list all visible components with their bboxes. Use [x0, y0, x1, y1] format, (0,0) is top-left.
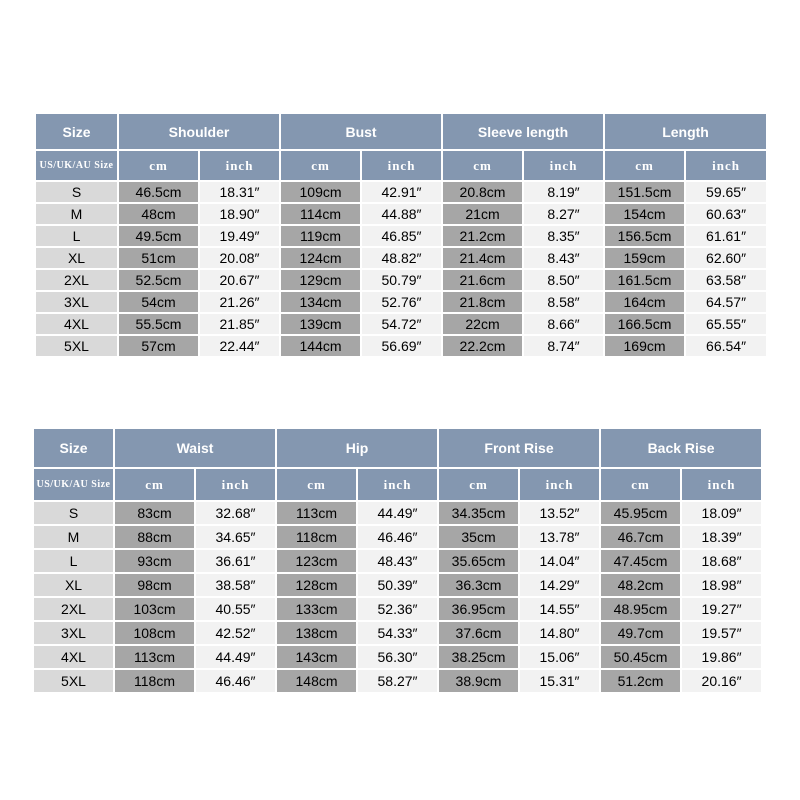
cm-value-cell: 35cm: [439, 526, 518, 548]
inch-value-cell: 21.85″: [200, 314, 279, 334]
cm-value-cell: 22.2cm: [443, 336, 522, 356]
cm-value-cell: 48.2cm: [601, 574, 680, 596]
cm-value-cell: 118cm: [277, 526, 356, 548]
size-cell: 2XL: [36, 270, 117, 290]
unit-inch-header: inch: [200, 151, 279, 180]
inch-value-cell: 64.57″: [686, 292, 766, 312]
cm-value-cell: 51.2cm: [601, 670, 680, 692]
sleeve-length-header: Sleeve length: [443, 114, 603, 149]
unit-cm-header: cm: [605, 151, 684, 180]
inch-value-cell: 38.58″: [196, 574, 275, 596]
cm-value-cell: 48cm: [119, 204, 198, 224]
table-row: [34, 598, 761, 620]
cm-value-cell: 148cm: [277, 670, 356, 692]
inch-value-cell: 46.46″: [358, 526, 437, 548]
cm-value-cell: 128cm: [277, 574, 356, 596]
unit-inch-header: inch: [362, 151, 441, 180]
size-cell: 3XL: [36, 292, 117, 312]
inch-value-cell: 18.39″: [682, 526, 761, 548]
inch-value-cell: 19.86″: [682, 646, 761, 668]
size-header: Size: [34, 429, 113, 467]
cm-value-cell: 161.5cm: [605, 270, 684, 290]
inch-value-cell: 8.43″: [524, 248, 603, 268]
cm-value-cell: 119cm: [281, 226, 360, 246]
size-cell: 5XL: [36, 336, 117, 356]
cm-value-cell: 139cm: [281, 314, 360, 334]
cm-value-cell: 47.45cm: [601, 550, 680, 572]
cm-value-cell: 169cm: [605, 336, 684, 356]
inch-value-cell: 18.98″: [682, 574, 761, 596]
inch-value-cell: 50.79″: [362, 270, 441, 290]
unit-header-row: [36, 151, 766, 180]
inch-value-cell: 8.27″: [524, 204, 603, 224]
inch-value-cell: 52.36″: [358, 598, 437, 620]
inch-value-cell: 19.57″: [682, 622, 761, 644]
inch-value-cell: 54.72″: [362, 314, 441, 334]
length-header: Length: [605, 114, 766, 149]
cm-value-cell: 156.5cm: [605, 226, 684, 246]
cm-value-cell: 35.65cm: [439, 550, 518, 572]
cm-value-cell: 55.5cm: [119, 314, 198, 334]
cm-value-cell: 154cm: [605, 204, 684, 224]
cm-value-cell: 21.4cm: [443, 248, 522, 268]
inch-value-cell: 66.54″: [686, 336, 766, 356]
size-cell: S: [34, 502, 113, 524]
inch-value-cell: 44.49″: [196, 646, 275, 668]
inch-value-cell: 20.16″: [682, 670, 761, 692]
cm-value-cell: 103cm: [115, 598, 194, 620]
back-rise-header: Back Rise: [601, 429, 761, 467]
inch-value-cell: 48.82″: [362, 248, 441, 268]
unit-cm-header: cm: [115, 469, 194, 500]
table-row: [36, 182, 766, 202]
cm-value-cell: 34.35cm: [439, 502, 518, 524]
cm-value-cell: 38.25cm: [439, 646, 518, 668]
cm-value-cell: 129cm: [281, 270, 360, 290]
unit-inch-header: inch: [682, 469, 761, 500]
unit-cm-header: cm: [443, 151, 522, 180]
unit-cm-header: cm: [119, 151, 198, 180]
inch-value-cell: 8.35″: [524, 226, 603, 246]
inch-value-cell: 18.68″: [682, 550, 761, 572]
unit-inch-header: inch: [358, 469, 437, 500]
table-row: [34, 526, 761, 548]
table-row: [36, 292, 766, 312]
unit-cm-header: cm: [439, 469, 518, 500]
cm-value-cell: 46.5cm: [119, 182, 198, 202]
cm-value-cell: 21cm: [443, 204, 522, 224]
size-cell: M: [34, 526, 113, 548]
inch-value-cell: 62.60″: [686, 248, 766, 268]
inch-value-cell: 21.26″: [200, 292, 279, 312]
cm-value-cell: 51cm: [119, 248, 198, 268]
size-cell: 4XL: [34, 646, 113, 668]
table-row: [34, 502, 761, 524]
inch-value-cell: 44.88″: [362, 204, 441, 224]
size-cell: XL: [34, 574, 113, 596]
cm-value-cell: 166.5cm: [605, 314, 684, 334]
size-rows: [36, 182, 766, 356]
region-size-label: US/UK/AU Size: [34, 469, 113, 500]
inch-value-cell: 18.09″: [682, 502, 761, 524]
table-row: [34, 550, 761, 572]
cm-value-cell: 20.8cm: [443, 182, 522, 202]
inch-value-cell: 8.74″: [524, 336, 603, 356]
cm-value-cell: 88cm: [115, 526, 194, 548]
inch-value-cell: 15.31″: [520, 670, 599, 692]
inch-value-cell: 8.58″: [524, 292, 603, 312]
cm-value-cell: 138cm: [277, 622, 356, 644]
group-header-row: [34, 429, 761, 467]
inch-value-cell: 59.65″: [686, 182, 766, 202]
size-cell: XL: [36, 248, 117, 268]
inch-value-cell: 14.29″: [520, 574, 599, 596]
inch-value-cell: 44.49″: [358, 502, 437, 524]
size-header: Size: [36, 114, 117, 149]
cm-value-cell: 21.2cm: [443, 226, 522, 246]
cm-value-cell: 93cm: [115, 550, 194, 572]
table-row: [34, 646, 761, 668]
inch-value-cell: 14.80″: [520, 622, 599, 644]
inch-value-cell: 48.43″: [358, 550, 437, 572]
size-cell: L: [34, 550, 113, 572]
table-row: [36, 314, 766, 334]
front-rise-header: Front Rise: [439, 429, 599, 467]
cm-value-cell: 134cm: [281, 292, 360, 312]
cm-value-cell: 151.5cm: [605, 182, 684, 202]
inch-value-cell: 58.27″: [358, 670, 437, 692]
unit-cm-header: cm: [601, 469, 680, 500]
size-cell: L: [36, 226, 117, 246]
table-row: [34, 574, 761, 596]
unit-cm-header: cm: [281, 151, 360, 180]
inch-value-cell: 56.69″: [362, 336, 441, 356]
size-cell: 4XL: [36, 314, 117, 334]
inch-value-cell: 50.39″: [358, 574, 437, 596]
table-row: [34, 670, 761, 692]
size-cell: M: [36, 204, 117, 224]
size-cell: 5XL: [34, 670, 113, 692]
region-size-label: US/UK/AU Size: [36, 151, 117, 180]
unit-inch-header: inch: [524, 151, 603, 180]
cm-value-cell: 37.6cm: [439, 622, 518, 644]
group-header-row: [36, 114, 766, 149]
inch-value-cell: 8.19″: [524, 182, 603, 202]
cm-value-cell: 38.9cm: [439, 670, 518, 692]
inch-value-cell: 18.90″: [200, 204, 279, 224]
inch-value-cell: 65.55″: [686, 314, 766, 334]
size-chart-table-bottom: [32, 427, 763, 694]
inch-value-cell: 60.63″: [686, 204, 766, 224]
inch-value-cell: 14.04″: [520, 550, 599, 572]
cm-value-cell: 45.95cm: [601, 502, 680, 524]
inch-value-cell: 42.52″: [196, 622, 275, 644]
unit-header-row: [34, 469, 761, 500]
cm-value-cell: 52.5cm: [119, 270, 198, 290]
cm-value-cell: 133cm: [277, 598, 356, 620]
inch-value-cell: 8.66″: [524, 314, 603, 334]
cm-value-cell: 144cm: [281, 336, 360, 356]
cm-value-cell: 49.7cm: [601, 622, 680, 644]
inch-value-cell: 56.30″: [358, 646, 437, 668]
cm-value-cell: 108cm: [115, 622, 194, 644]
cm-value-cell: 109cm: [281, 182, 360, 202]
inch-value-cell: 34.65″: [196, 526, 275, 548]
inch-value-cell: 32.68″: [196, 502, 275, 524]
inch-value-cell: 52.76″: [362, 292, 441, 312]
cm-value-cell: 83cm: [115, 502, 194, 524]
cm-value-cell: 46.7cm: [601, 526, 680, 548]
cm-value-cell: 49.5cm: [119, 226, 198, 246]
unit-cm-header: cm: [277, 469, 356, 500]
table-row: [34, 622, 761, 644]
cm-value-cell: 114cm: [281, 204, 360, 224]
cm-value-cell: 48.95cm: [601, 598, 680, 620]
cm-value-cell: 36.95cm: [439, 598, 518, 620]
size-chart-table-top: [34, 112, 768, 358]
inch-value-cell: 19.49″: [200, 226, 279, 246]
size-cell: 3XL: [34, 622, 113, 644]
hip-header: Hip: [277, 429, 437, 467]
size-cell: 2XL: [34, 598, 113, 620]
inch-value-cell: 46.46″: [196, 670, 275, 692]
unit-inch-header: inch: [196, 469, 275, 500]
size-rows: [34, 502, 761, 692]
cm-value-cell: 124cm: [281, 248, 360, 268]
inch-value-cell: 15.06″: [520, 646, 599, 668]
cm-value-cell: 118cm: [115, 670, 194, 692]
cm-value-cell: 22cm: [443, 314, 522, 334]
cm-value-cell: 113cm: [277, 502, 356, 524]
cm-value-cell: 164cm: [605, 292, 684, 312]
cm-value-cell: 143cm: [277, 646, 356, 668]
inch-value-cell: 63.58″: [686, 270, 766, 290]
inch-value-cell: 61.61″: [686, 226, 766, 246]
shoulder-header: Shoulder: [119, 114, 279, 149]
cm-value-cell: 54cm: [119, 292, 198, 312]
unit-inch-header: inch: [686, 151, 766, 180]
inch-value-cell: 13.52″: [520, 502, 599, 524]
cm-value-cell: 57cm: [119, 336, 198, 356]
inch-value-cell: 40.55″: [196, 598, 275, 620]
cm-value-cell: 36.3cm: [439, 574, 518, 596]
size-cell: S: [36, 182, 117, 202]
inch-value-cell: 14.55″: [520, 598, 599, 620]
cm-value-cell: 123cm: [277, 550, 356, 572]
inch-value-cell: 19.27″: [682, 598, 761, 620]
cm-value-cell: 21.6cm: [443, 270, 522, 290]
cm-value-cell: 98cm: [115, 574, 194, 596]
cm-value-cell: 159cm: [605, 248, 684, 268]
inch-value-cell: 54.33″: [358, 622, 437, 644]
inch-value-cell: 8.50″: [524, 270, 603, 290]
inch-value-cell: 20.67″: [200, 270, 279, 290]
bust-header: Bust: [281, 114, 441, 149]
inch-value-cell: 20.08″: [200, 248, 279, 268]
inch-value-cell: 13.78″: [520, 526, 599, 548]
table-row: [36, 336, 766, 356]
cm-value-cell: 21.8cm: [443, 292, 522, 312]
table-row: [36, 204, 766, 224]
unit-inch-header: inch: [520, 469, 599, 500]
inch-value-cell: 42.91″: [362, 182, 441, 202]
table-row: [36, 248, 766, 268]
waist-header: Waist: [115, 429, 275, 467]
cm-value-cell: 113cm: [115, 646, 194, 668]
table-row: [36, 226, 766, 246]
inch-value-cell: 36.61″: [196, 550, 275, 572]
table-row: [36, 270, 766, 290]
inch-value-cell: 46.85″: [362, 226, 441, 246]
cm-value-cell: 50.45cm: [601, 646, 680, 668]
inch-value-cell: 22.44″: [200, 336, 279, 356]
inch-value-cell: 18.31″: [200, 182, 279, 202]
